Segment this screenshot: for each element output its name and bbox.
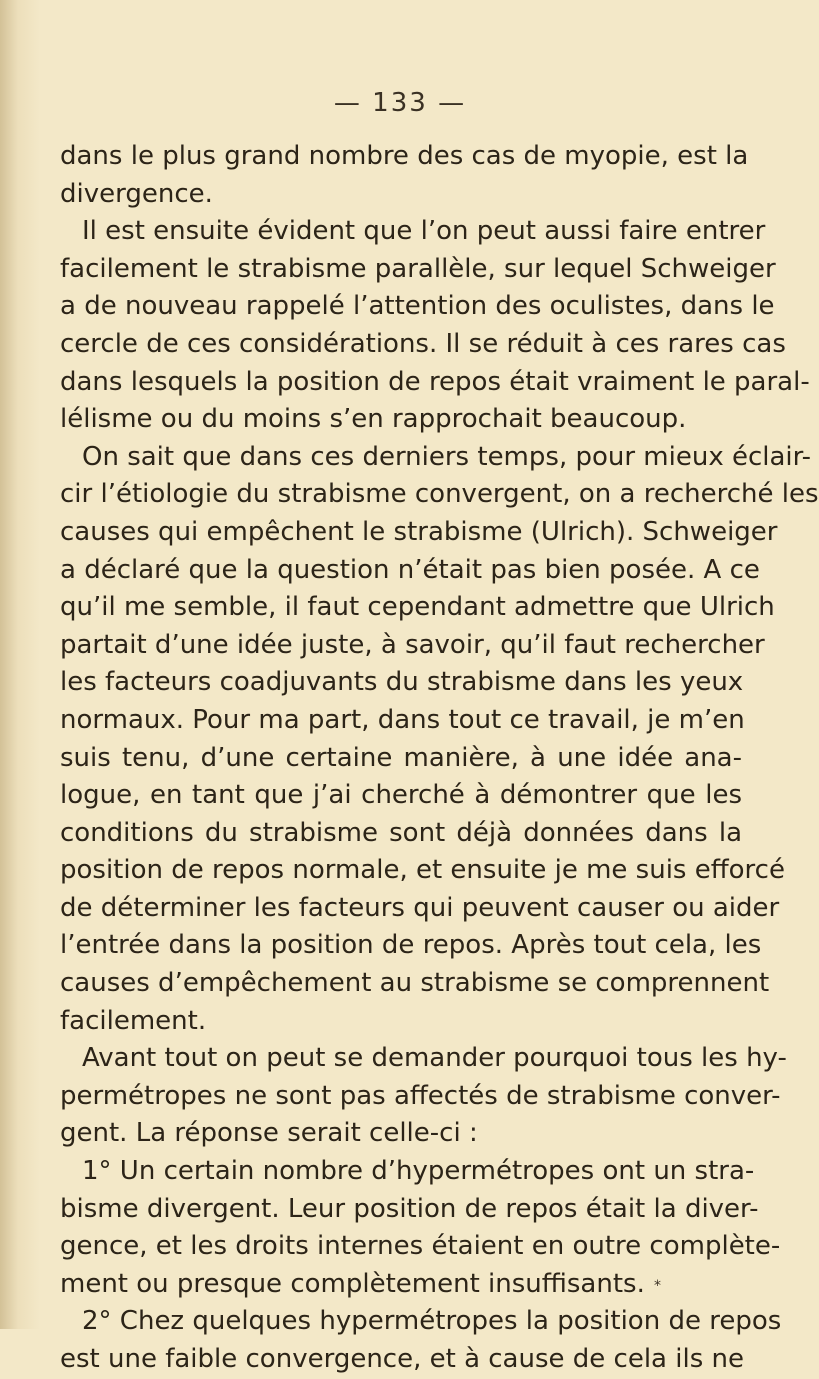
text-line: les facteurs coadjuvants du strabisme dans les yeux bbox=[60, 667, 744, 698]
text-line: est une faible convergence, et à cause de cela ils ne bbox=[60, 1344, 744, 1374]
text-line: lélisme ou du moins s’en rapprochait beaucoup. bbox=[60, 404, 687, 435]
text-line: divergence. bbox=[60, 178, 213, 209]
text-line: On sait que dans ces derniers temps, pour mieux éclair- bbox=[82, 441, 812, 472]
text-line: qu’il me semble, il faut cependant admettre que Ulrich bbox=[60, 592, 775, 623]
text-line: 2° Chez quelques hypermétropes la position de repos bbox=[82, 1306, 782, 1337]
text-line: suis tenu, d’une certaine manière, à une idée ana- bbox=[60, 742, 742, 773]
text-line: Avant tout on peut se demander pourquoi tous les hy- bbox=[82, 1043, 787, 1074]
text-line: facilement. bbox=[60, 1005, 207, 1036]
text-line: dans le plus grand nombre des cas de myopie, est la bbox=[60, 141, 749, 171]
text-line: ment ou presque complètement insuffisants. bbox=[60, 1268, 645, 1299]
text-line: cir l’étiologie du strabisme convergent, on a recherché les bbox=[60, 479, 819, 510]
text-line: normaux. Pour ma part, dans tout ce travail, je m’en bbox=[60, 704, 745, 735]
text-line: gence, et les droits internes étaient en outre complète- bbox=[60, 1231, 781, 1262]
text-line: causes d’empêchement au strabisme se comprennent bbox=[60, 968, 770, 999]
text-line: causes qui empêchent le strabisme (Ulrich). Schweiger bbox=[60, 516, 778, 547]
text-line: cercle de ces considérations. Il se réduit à ces rares cas bbox=[60, 328, 786, 359]
page-number: — 133 — bbox=[333, 88, 467, 118]
text-line: permétropes ne sont pas affectés de strabisme conver- bbox=[60, 1080, 781, 1111]
text-line: bisme divergent. Leur position de repos était la diver- bbox=[60, 1193, 759, 1224]
text-line: a déclaré que la question n’était pas bien posée. A ce bbox=[60, 554, 760, 585]
text-line: logue, en tant que j’ai cherché à démontrer que les bbox=[60, 780, 742, 811]
signature-mark: * bbox=[654, 1278, 661, 1294]
text-line: position de repos normale, et ensuite je me suis efforcé bbox=[60, 855, 785, 886]
text-line: 1° Un certain nombre d’hypermétropes ont un stra- bbox=[82, 1156, 755, 1187]
body-text bbox=[60, 138, 819, 1379]
text-line: de déterminer les facteurs qui peuvent causer ou aider bbox=[60, 892, 780, 923]
text-line: Il est ensuite évident que l’on peut aussi faire entrer bbox=[82, 216, 766, 247]
text-line: partait d’une idée juste, à savoir, qu’il faut rechercher bbox=[60, 629, 765, 660]
text-line: a de nouveau rappelé l’attention des oculistes, dans le bbox=[60, 291, 775, 322]
text-line: gent. La réponse serait celle-ci : bbox=[60, 1118, 478, 1149]
text-line: facilement le strabisme parallèle, sur lequel Schweiger bbox=[60, 253, 776, 284]
text-line: conditions du strabisme sont déjà données dans la bbox=[60, 817, 742, 848]
text-line: dans lesquels la position de repos était vraiment le paral- bbox=[60, 366, 810, 397]
text-line: l’entrée dans la position de repos. Après tout cela, les bbox=[60, 930, 762, 961]
